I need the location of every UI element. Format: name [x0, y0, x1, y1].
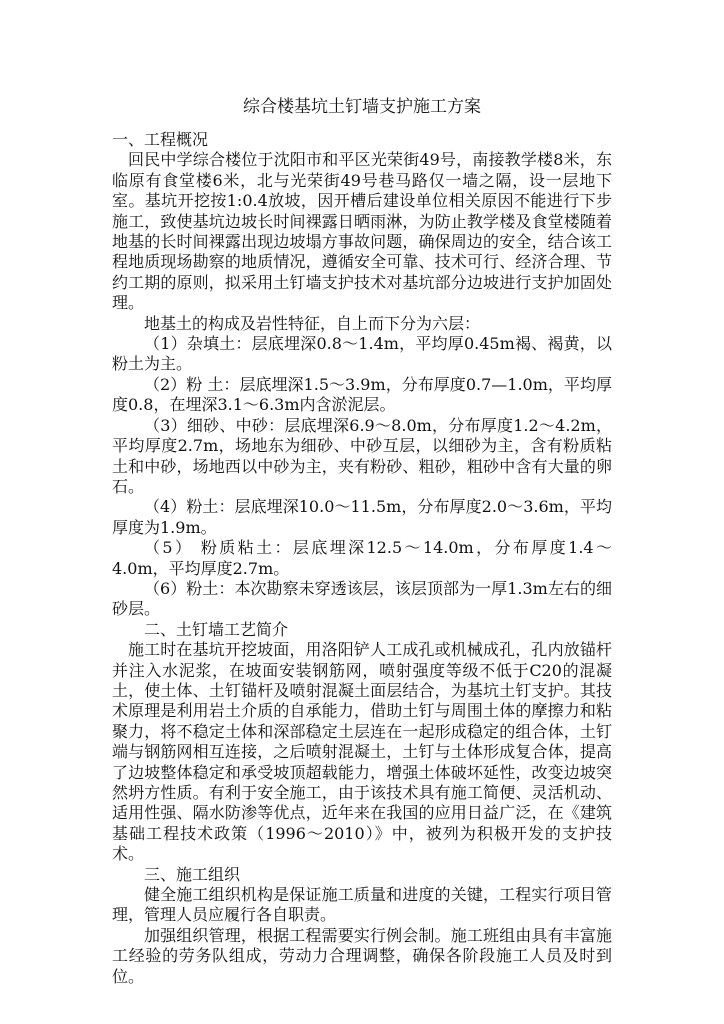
paragraph: 健全施工组织机构是保证施工质量和进度的关键，工程实行项目管理，管理人员应履行各自职责。 [112, 885, 612, 925]
paragraph: （3）细砂、中砂：层底埋深6.9～8.0m，分布厚度1.2～4.2m，平均厚度2.7m，场地东为细砂、中砂互层，以细砂为主，含有粉质粘土和中砂，场地西以中砂为主，夹有粉砂、粗砂，粗砂中含有大量的卵石。 [112, 415, 612, 496]
document-title: 综合楼基坑土钉墙支护施工方案 [243, 97, 481, 117]
paragraph: 施工时在基坑开挖坡面，用洛阳铲人工成孔或机械成孔，孔内放锚杆并注入水泥浆，在坡面安装钢筋网，喷射强度等级不低于C20的混凝土，使土体、土钉锚杆及喷射混凝土面层结合，为基坑土钉支护。其技术原理是利用岩土介质的自承能力，借助土钉与周围土体的摩擦力和粘聚力，将不稳定土体和深部稳定土层连在一起形成稳定的组合体，土钉端与钢筋网相互连接，之后喷射混凝土，土钉与土体形成复合体，提高了边坡整体稳定和承受坡顶超载能力，增强土体破坏延性，改变边坡突然坍方性质。有利于安全施工，由于该技术具有施工简便、灵活机动、适用性强、隔水防渗等优点，近年来在我国的应用日益广泛，在《建筑基础工程技术政策（1996～2010）》中，被列为积极开发的支护技术。 [112, 640, 612, 864]
document-body [112, 130, 612, 987]
section-heading-process: 二、土钉墙工艺简介 [144, 619, 289, 639]
paragraph: 加强组织管理，根据工程需要实行例会制。施工班组由具有丰富施工经验的劳务队组成，劳动力合理调整，确保各阶段施工人员及时到位。 [112, 925, 612, 986]
paragraph: 回民中学综合楼位于沈阳市和平区光荣街49号，南接教学楼8米，东临原有食堂楼6米，北与光荣街49号巷马路仅一墙之隔，设一层地下室。基坑开挖按1:0.4放坡，因开槽后建设单位相关原因不能进行下步施工，致使基坑边坡长时间裸露日晒雨淋，为防止教学楼及食堂楼随着地基的长时间裸露出现边坡塌方事故问题，确保周边的安全，结合该工程地质现场勘察的地质情况，遵循安全可靠、技术可行、经济合理、节约工期的原则，拟采用土钉墙支护技术对基坑部分边坡进行支护加固处理。 [112, 150, 612, 313]
section-heading-organization: 三、施工组织 [144, 864, 241, 884]
paragraph: （5） 粉质粘土：层底埋深12.5～14.0m，分布厚度1.4～4.0m，平均厚度2.7m。 [112, 538, 612, 578]
section-heading-overview: 一、工程概况 [112, 130, 209, 149]
paragraph: （4）粉土：层底埋深10.0～11.5m，分布厚度2.0～3.6m，平均厚度为1.9m。 [112, 497, 612, 537]
paragraph: （2）粉 土：层底埋深1.5～3.9m，分布厚度0.7—1.0m，平均厚度0.8，在埋深3.1～6.3m内含淤泥层。 [112, 374, 612, 415]
paragraph: 地基土的构成及岩性特征，自上而下分为六层： [144, 313, 481, 333]
paragraph: （6）粉土：本次勘察未穿透该层，该层顶部为一厚1.3m左右的细砂层。 [112, 578, 612, 619]
paragraph: （1）杂填土：层底埋深0.8～1.4m，平均厚0.45m褐、褐黄，以粉土为主。 [112, 334, 612, 374]
